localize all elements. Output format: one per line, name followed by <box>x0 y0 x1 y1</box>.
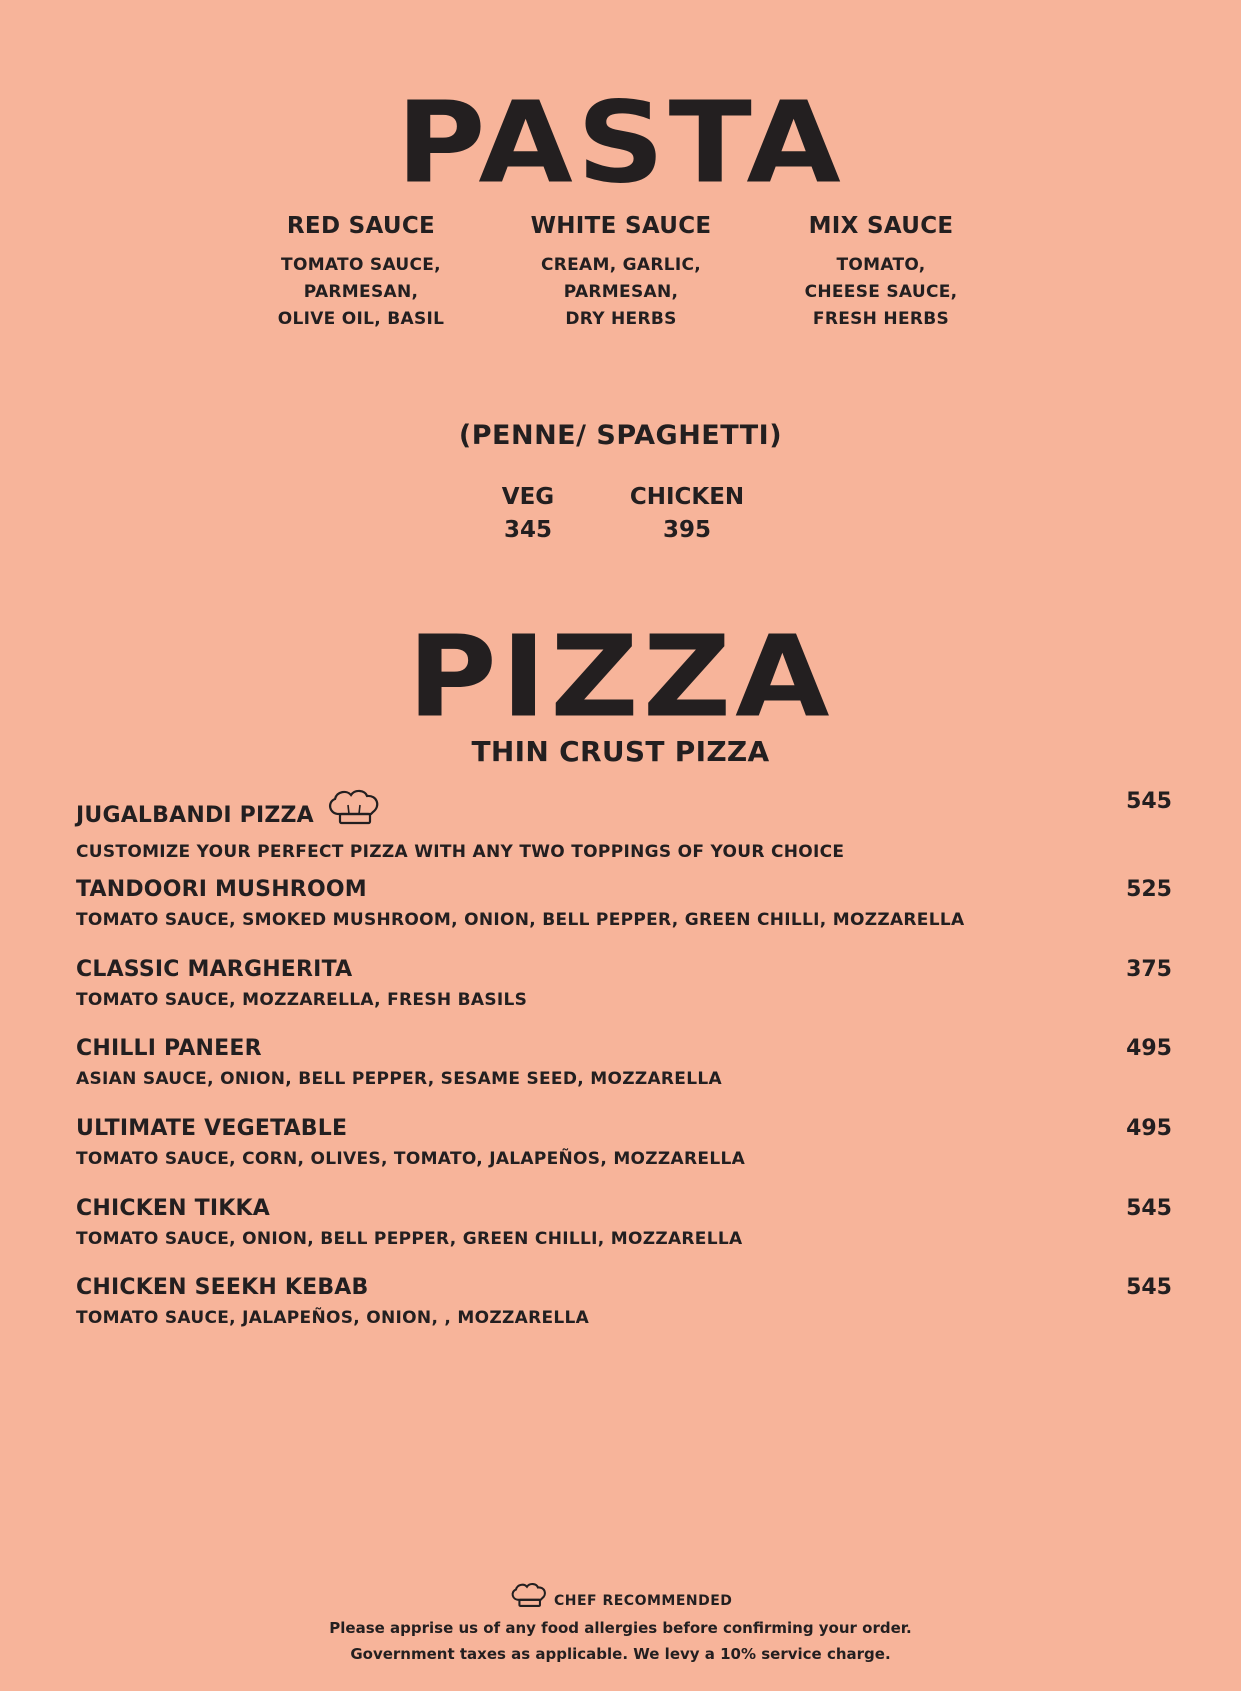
sauce-desc-line: PARMESAN, <box>303 282 419 302</box>
menu-item <box>76 876 1172 932</box>
veg-price-column <box>458 481 598 547</box>
footer <box>0 1582 1241 1667</box>
item-name: CHICKEN TIKKA <box>76 1196 270 1221</box>
sauce-desc <box>241 252 481 333</box>
item-desc: ASIAN SAUCE, ONION, BELL PEPPER, SESAME SEED, MOZZARELLA <box>76 1069 722 1089</box>
menu-item <box>76 1115 1172 1171</box>
chef-hat-icon <box>325 788 383 830</box>
item-price: 495 <box>1126 1116 1172 1141</box>
tax-note: Government taxes as applicable. We levy a 10% service charge. <box>350 1645 891 1663</box>
chef-hat-icon <box>509 1582 549 1615</box>
item-name: TANDOORI MUSHROOM <box>76 877 367 902</box>
pizza-subtitle: THIN CRUST PIZZA <box>471 735 770 768</box>
mix-sauce-column <box>761 212 1001 333</box>
pizza-title: PIZZA <box>407 611 834 743</box>
price-value: 395 <box>662 517 711 543</box>
chef-recommended-legend <box>0 1582 1241 1615</box>
item-name: ULTIMATE VEGETABLE <box>76 1116 348 1141</box>
item-name: JUGALBANDI PIZZA <box>76 803 314 828</box>
sauce-name: RED SAUCE <box>286 213 436 239</box>
price-value: 345 <box>503 517 552 543</box>
sauce-desc-line: CREAM, GARLIC, <box>540 255 702 275</box>
item-name: CHICKEN SEEKH KEBAB <box>76 1275 369 1300</box>
item-name: CLASSIC MARGHERITA <box>76 957 353 982</box>
chicken-price-column <box>617 481 757 547</box>
menu-item <box>76 1274 1172 1330</box>
menu-item <box>76 956 1172 1012</box>
sauce-desc-line: OLIVE OIL, BASIL <box>277 309 445 329</box>
item-desc: TOMATO SAUCE, JALAPEÑOS, ONION, , MOZZARELLA <box>76 1308 590 1328</box>
sauce-desc-line: FRESH HERBS <box>812 309 950 329</box>
sauce-desc-line: TOMATO, <box>836 255 926 275</box>
item-price: 375 <box>1126 957 1172 982</box>
sauce-desc-line: PARMESAN, <box>563 282 679 302</box>
white-sauce-column <box>501 212 741 333</box>
price-label: CHICKEN <box>629 484 745 510</box>
price-label: VEG <box>501 484 555 510</box>
item-desc: TOMATO SAUCE, MOZZARELLA, FRESH BASILS <box>76 990 528 1010</box>
item-desc: TOMATO SAUCE, ONION, BELL PEPPER, GREEN CHILLI, MOZZARELLA <box>76 1229 743 1249</box>
pasta-types: (PENNE/ SPAGHETTI) <box>458 420 783 451</box>
sauce-desc-line: DRY HERBS <box>565 309 677 329</box>
sauce-desc-line: CHEESE SAUCE, <box>804 282 958 302</box>
legend-label: CHEF RECOMMENDED <box>553 1593 733 1609</box>
sauce-name: MIX SAUCE <box>808 213 954 239</box>
allergy-note: Please apprise us of any food allergies before confirming your order. <box>329 1619 912 1637</box>
item-price: 545 <box>1126 1196 1172 1221</box>
item-price: 545 <box>1126 789 1172 814</box>
sauce-name: WHITE SAUCE <box>530 213 712 239</box>
item-name: CHILLI PANEER <box>76 1036 262 1061</box>
menu-item <box>76 1195 1172 1251</box>
menu-item <box>76 1035 1172 1091</box>
item-price: 545 <box>1126 1275 1172 1300</box>
item-desc: TOMATO SAUCE, CORN, OLIVES, TOMATO, JALAPEÑOS, MOZZARELLA <box>76 1149 746 1169</box>
item-desc: TOMATO SAUCE, SMOKED MUSHROOM, ONION, BELL PEPPER, GREEN CHILLI, MOZZARELLA <box>76 910 965 930</box>
menu-item <box>76 788 1172 864</box>
sauce-desc-line: TOMATO SAUCE, <box>281 255 441 275</box>
sauce-desc <box>761 252 1001 333</box>
red-sauce-column <box>241 212 481 333</box>
pasta-title: PASTA <box>396 77 845 209</box>
sauce-desc <box>501 252 741 333</box>
item-price: 525 <box>1126 877 1172 902</box>
item-desc: CUSTOMIZE YOUR PERFECT PIZZA WITH ANY TWO TOPPINGS OF YOUR CHOICE <box>76 842 845 862</box>
item-price: 495 <box>1126 1036 1172 1061</box>
